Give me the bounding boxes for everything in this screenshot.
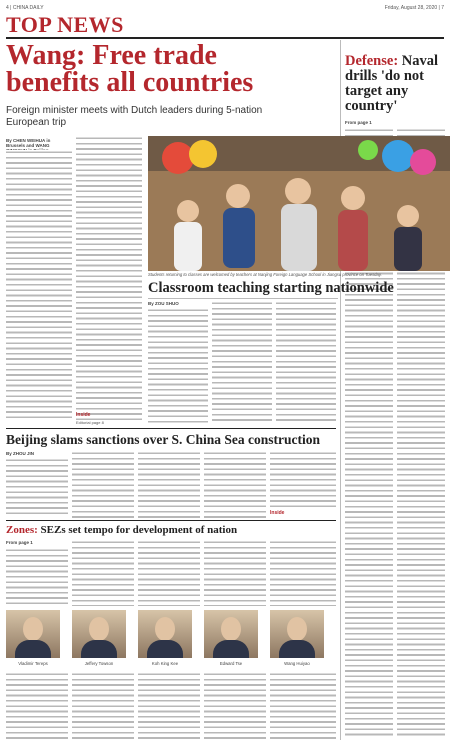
zones-bottom-column-5 [270, 672, 336, 742]
classroom-column-1 [148, 308, 208, 424]
classroom-column-2 [212, 301, 272, 424]
headshot-name: Koh King Kee [151, 661, 179, 666]
headshot-photo [6, 610, 60, 658]
zones-headline-rest: SEZs set tempo for development of nation [40, 524, 238, 536]
lead-byline: By CHEN WEIHUA in Brussels and WANG [6, 138, 51, 148]
zones-column-1 [6, 548, 68, 606]
zones-bottom-column-4 [204, 672, 266, 742]
lead-column-2 [76, 136, 142, 420]
beijing-column-4 [204, 451, 266, 518]
zones-bottom-column-3 [138, 672, 200, 742]
headshot-photo [270, 610, 324, 658]
headshot-photo [138, 610, 192, 658]
zones-rule [6, 520, 336, 521]
lead-headline: Wang: Free trade benefits all countries [6, 40, 254, 98]
beijing-column-3 [138, 451, 200, 518]
beijing-headline: Beijing slams sanctions over S. China Sea construction [6, 432, 321, 447]
zones-column-2 [72, 540, 134, 606]
headshot-photo [72, 610, 126, 658]
headshot-name: Edward Tse [219, 661, 243, 666]
classroom-headline: Classroom teaching starting nationwide [148, 280, 394, 296]
headshot-row [6, 610, 336, 670]
classroom-rule [148, 298, 338, 299]
zones-bottom-column-2 [72, 672, 134, 742]
students-photo [148, 136, 450, 271]
beijing-column-2 [72, 451, 134, 518]
defense-headline [345, 54, 445, 114]
zones-label: Zones: [6, 524, 38, 536]
students-photo-illustration [148, 136, 450, 271]
headshot-name: Vladimir Tereps [18, 661, 48, 666]
section-rule [6, 37, 444, 39]
defense-label: Defense: [345, 53, 399, 69]
beijing-byline: By ZHOU JIN [6, 451, 35, 456]
beijing-column-5 [270, 451, 336, 509]
beijing-column-1 [6, 458, 68, 518]
defense-headline-rest: Naval drills 'do not target any country' [345, 53, 439, 114]
beijing-rule [6, 428, 336, 429]
photo-caption: Students returning to classes are welcomed by teachers at Nanjing Foreign Language School in Jiangsu province on Tuesday. [148, 272, 382, 277]
beijing-inside-label: Inside [270, 510, 285, 516]
headshot-name: Wang Huiyao [284, 661, 310, 666]
lead-column-1 [6, 150, 72, 420]
lead-dek: Foreign minister meets with Dutch leaders during 5-nation European trip [6, 105, 263, 128]
zones-from-page: From page 1 [6, 540, 33, 545]
classroom-byline: By ZOU SHUO [148, 301, 179, 306]
defense-from-page: From page 1 [345, 120, 372, 125]
headshot-name: Jeffery Towson [84, 661, 114, 666]
zones-headline [6, 524, 336, 536]
section-title: TOP NEWS [6, 12, 124, 37]
classroom-column-3 [276, 301, 336, 424]
headshot-photo [204, 610, 258, 658]
zones-bottom-column-1 [6, 672, 68, 742]
lead-inside-label: Inside [76, 412, 91, 418]
zones-column-3 [138, 540, 200, 606]
lead-editorial-ref: Editorial page 8 [76, 420, 104, 425]
zones-column-4 [204, 540, 266, 606]
masthead-date: Friday, August 28, 2020 | 7 [384, 5, 444, 11]
zones-column-5 [270, 540, 336, 606]
masthead-left: 4 | CHINA DAILY [6, 5, 44, 11]
